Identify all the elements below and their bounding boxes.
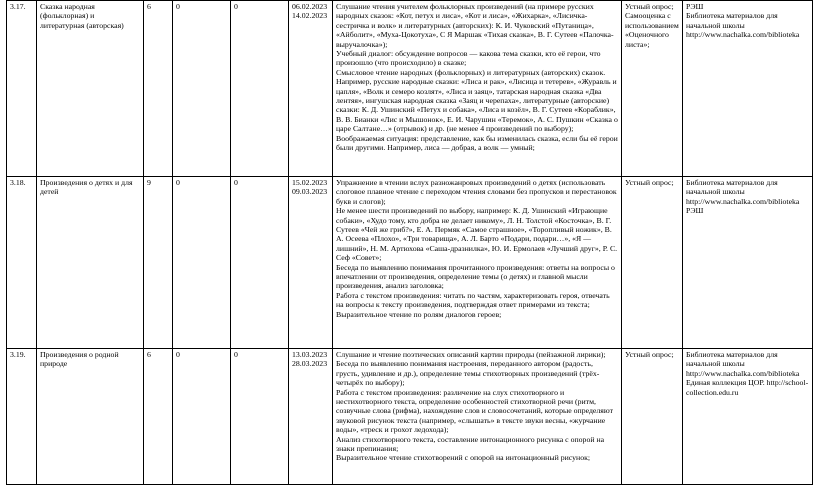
- practice-cell: 0: [231, 349, 289, 485]
- resource-item: РЭШ: [686, 206, 704, 216]
- thematic-plan-table: [6, 0, 813, 485]
- resource-item: Библиотека материалов для начальной школы http://www.nachalka.com/biblioteka: [686, 178, 800, 206]
- dates-cell: [289, 1, 333, 177]
- activity-item: Упражнение в чтении вслух разножанровых произведений о детях (использовать слоговое плавное чтение с переходом чтения словами без пропусков и перестановок букв и слогов);: [336, 178, 617, 206]
- activity-item: Работа с текстом произведения: читать по частям, характеризовать героя, отвечать на вопросы к тексту произведения, подтверждая ответ примерами из текста;: [336, 290, 610, 310]
- control-cell: 0: [173, 177, 231, 349]
- activities-cell: [333, 177, 622, 349]
- start-date: 15.02.2023: [292, 178, 328, 187]
- end-date: 28.03.2023: [292, 359, 328, 369]
- resource-item: Библиотека материалов для начальной школы http://www.nachalka.com/biblioteka: [686, 11, 800, 40]
- start-date: 13.03.2023: [292, 350, 328, 359]
- start-date: 06.02.2023: [292, 2, 328, 11]
- resource-item: Единая коллекция ЦОР. http://school-collection.edu.ru: [686, 378, 809, 397]
- end-date: 14.02.2023: [292, 11, 328, 21]
- activity-item: Анализ стихотворного текста, составление интонационного рисунка с опорой на знаки препинания;: [336, 434, 605, 454]
- activity-item: Выразительное чтение стихотворений с опорой на интонационный рисунок;: [336, 453, 591, 463]
- assessment-cell: Устный опрос;: [622, 177, 683, 349]
- table-row: [7, 177, 813, 349]
- activity-item: Учебный диалог: обсуждение вопросов — какова тема сказки, кто её герои, что произошло (что происходило) в сказке;: [336, 49, 601, 68]
- practice-cell: 0: [231, 1, 289, 177]
- resources-cell: [683, 1, 813, 177]
- activities-cell: [333, 1, 622, 177]
- control-cell: 0: [173, 1, 231, 177]
- resources-cell: [683, 177, 813, 349]
- row-number: 3.17.: [7, 1, 37, 177]
- activity-item: Не менее шести произведений по выбору, например: К. Д. Ушинский «Играющие собаки», «Худо тому, кто добра не делает никому», Л. Н. Толстой «Косточка», В. Г. Сутеев «Чей же гриб?», Е. А. Пермяк «Самое страшное», «Торопливый ножик», В. А. Осеева «Плохо», «Три товарища», А. Л. Барто «Подари, подари…», «Я — лишний», Н. М. Артюхова «Саша-дразнилка», Ю. И. Ермолаев «Лучший друг», Р. С. Сеф «Совет»;: [336, 206, 618, 263]
- row-number: 3.18.: [7, 177, 37, 349]
- topic-cell: Произведения о родной природе: [37, 349, 144, 485]
- resource-item: РЭШ: [686, 2, 704, 11]
- control-cell: 0: [173, 349, 231, 485]
- table-row: [7, 349, 813, 485]
- end-date: 09.03.2023: [292, 187, 328, 197]
- assessment-cell: Устный опрос; Самооценка с использованием «Оценочного листа»;: [622, 1, 683, 177]
- hours-cell: 6: [144, 349, 173, 485]
- dates-cell: [289, 349, 333, 485]
- assessment-cell: Устный опрос;: [622, 349, 683, 485]
- resource-item: Библиотека материалов для начальной школы http://www.nachalka.com/biblioteka: [686, 350, 800, 378]
- activity-item: Работа с текстом произведения: различение на слух стихотворного и нестихотворного текста, определение особенностей стихотворной речи (ритм, созвучные слова (рифма), нахождение слов и словосочетаний, которые определяют звуковой рисунок текста (например, «слышать» в тексте звуки весны, «журчание воды», «треск и грохот ледохода);: [336, 387, 613, 435]
- activity-item: Беседа по выявлению понимания настроения, переданного автором (радость, грусть, удивление и др.), определение темы стихотворных произведений (трёх-четырёх по выбору);: [336, 359, 600, 388]
- activity-item: Беседа по выявлению понимания прочитанного произведения: ответы на вопросы о впечатлении от произведения, определение темы (о детях) и главной мысли произведения, анализ заголовка;: [336, 262, 615, 291]
- activities-cell: [333, 349, 622, 485]
- activity-item: Слушание чтения учителем фольклорных произведений (на примере русских народных сказок: «Кот, петух и лиса», «Кот и лиса», «Жихарка», «Лисичка-сестричка и волк» и литературных (авторских): К. И. Чуковский «Путаница», «Айболит», «Муха-Цокотуха», С Я Маршак «Тихая сказка», В. Г. Сутеев «Палочка-выручалочка»);: [336, 2, 614, 49]
- resources-cell: [683, 349, 813, 485]
- activity-item: Слушание и чтение поэтических описаний картин природы (пейзажной лирики);: [336, 350, 606, 359]
- practice-cell: 0: [231, 177, 289, 349]
- hours-cell: 6: [144, 1, 173, 177]
- activity-item: Воображаемая ситуация: представление, как бы изменилась сказка, если бы её герои были другими. Например, лиса — добрая, а волк — умный;: [336, 133, 618, 153]
- dates-cell: [289, 177, 333, 349]
- row-number: 3.19.: [7, 349, 37, 485]
- table-row: [7, 1, 813, 177]
- hours-cell: 9: [144, 177, 173, 349]
- activity-item: Выразительное чтение по ролям диалогов героев;: [336, 309, 502, 319]
- topic-cell: Сказка народная (фольклорная) и литературная (авторская): [37, 1, 144, 177]
- topic-cell: Произведения о детях и для детей: [37, 177, 144, 349]
- activity-item: Смысловое чтение народных (фольклорных) и литературных (авторских) сказок. Например, русские народные сказки: «Лиса и рак», «Лисица и тетерев», «Журавль и цапля», «Волк и семеро козлят», «Лиса и заяц», татарская народная сказка «Два лентяя», ингушская народная сказка «Заяц и черепаха», литературные (авторские) сказки: К. Д. Ушинский «Петух и собака», «Лиса и козёл», В. Г. Сутеев «Кораблик», В. В. Бианки «Лис и Мышонок», Е. И. Чарушин «Теремок», А. С. Пушкин «Сказка о царе Салтане…» (отрывок) и др. (не менее 4 произведений по выбору);: [336, 67, 618, 134]
